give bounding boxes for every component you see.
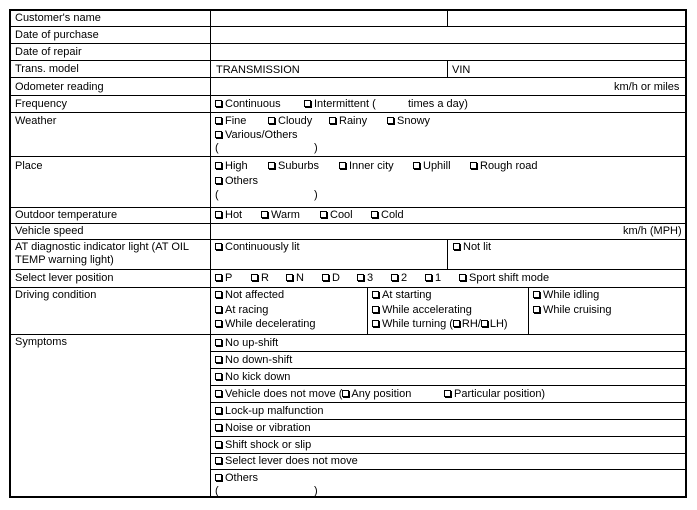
driving-at-racing-option[interactable]: At racing	[215, 304, 268, 317]
checkbox-icon	[391, 274, 398, 281]
row-divider	[11, 77, 685, 78]
symptom-divider	[210, 469, 685, 470]
row-divider	[11, 112, 685, 113]
label-at-indicator-line2: TEMP warning light)	[15, 254, 114, 266]
place-uphill-option[interactable]: Uphill	[413, 160, 451, 173]
vin-divider	[447, 60, 448, 77]
place-rough-road-option[interactable]: Rough road	[470, 160, 538, 173]
symptom-particular-position-option[interactable]: Particular position)	[444, 388, 545, 401]
checkbox-icon	[251, 274, 258, 281]
driving-divider-2	[528, 287, 529, 334]
checkbox-icon	[304, 100, 311, 107]
vehicle-speed-unit: km/h (MPH)	[623, 225, 682, 237]
weather-fine-option[interactable]: Fine	[215, 115, 246, 128]
checkbox-icon	[387, 117, 394, 124]
indicator-continuously-lit-option[interactable]: Continuously lit	[215, 241, 300, 254]
symptom-others-paren-open: (	[215, 485, 219, 497]
checkbox-icon	[444, 390, 451, 397]
label-date-of-repair: Date of repair	[15, 46, 82, 58]
checkbox-icon	[268, 117, 275, 124]
lever-1-option[interactable]: 1	[425, 272, 441, 285]
name-divider	[447, 11, 448, 26]
label-select-lever: Select lever position	[15, 272, 114, 284]
checkbox-icon	[459, 274, 466, 281]
driving-while-idling-option[interactable]: While idling	[533, 289, 599, 302]
driving-while-turning-option[interactable]: While turning ( RH/ LH)	[372, 318, 508, 331]
label-outdoor-temperature: Outdoor temperature	[15, 209, 118, 221]
indicator-divider	[447, 239, 448, 269]
symptom-others-paren-close: )	[314, 485, 318, 497]
lever-3-option[interactable]: 3	[357, 272, 373, 285]
label-vehicle-speed: Vehicle speed	[15, 225, 84, 237]
checkbox-icon	[453, 243, 460, 250]
label-driving-condition: Driving condition	[15, 289, 97, 301]
symptom-noise-option[interactable]: Noise or vibration	[215, 422, 311, 435]
checkbox-icon	[371, 211, 378, 218]
checkbox-icon	[339, 162, 346, 169]
diagnostic-worksheet	[9, 9, 687, 498]
row-divider	[11, 95, 685, 96]
row-divider	[11, 207, 685, 208]
checkbox-icon	[215, 474, 222, 481]
lever-n-option[interactable]: N	[286, 272, 304, 285]
checkbox-icon	[470, 162, 477, 169]
symptom-divider	[210, 419, 685, 420]
checkbox-icon[interactable]	[453, 320, 460, 327]
checkbox-icon	[215, 131, 222, 138]
checkbox-icon	[215, 390, 222, 397]
odometer-unit: km/h or miles	[614, 81, 680, 93]
checkbox-icon	[215, 162, 222, 169]
label-weather: Weather	[15, 115, 57, 127]
temperature-cold-option[interactable]: Cold	[371, 209, 404, 222]
temperature-hot-option[interactable]: Hot	[215, 209, 242, 222]
lh-label: LH)	[489, 318, 508, 330]
rh-label: RH/	[461, 318, 481, 330]
symptom-others-option[interactable]: Others	[215, 472, 258, 485]
checkbox-icon	[215, 373, 222, 380]
symptom-divider	[210, 385, 685, 386]
symptom-no-downshift-option[interactable]: No down-shift	[215, 354, 292, 367]
checkbox-icon	[533, 306, 540, 313]
symptom-divider	[210, 436, 685, 437]
weather-others-paren-close: )	[314, 142, 318, 154]
label-customer-name: Customer's name	[15, 12, 101, 24]
lever-d-option[interactable]: D	[322, 272, 340, 285]
checkbox-icon	[286, 274, 293, 281]
weather-various-option[interactable]: Various/Others	[215, 129, 298, 142]
row-divider	[11, 239, 685, 240]
label-place: Place	[15, 160, 43, 172]
checkbox-icon	[215, 243, 222, 250]
checkbox-icon	[215, 117, 222, 124]
label-date-of-purchase: Date of purchase	[15, 29, 99, 41]
checkbox-icon	[320, 211, 327, 218]
customer-name-extra-field[interactable]	[449, 11, 685, 26]
checkbox-icon	[215, 211, 222, 218]
label-at-indicator-line1: AT diagnostic indicator light (AT OIL	[15, 241, 190, 253]
symptom-no-upshift-option[interactable]: No up-shift	[215, 337, 278, 350]
checkbox-icon	[215, 424, 222, 431]
place-inner-city-option[interactable]: Inner city	[339, 160, 394, 173]
checkbox-icon	[372, 291, 379, 298]
lever-2-option[interactable]: 2	[391, 272, 407, 285]
vin-label: VIN	[452, 64, 471, 76]
checkbox-icon	[215, 320, 222, 327]
checkbox-icon	[533, 291, 540, 298]
checkbox-icon	[261, 211, 268, 218]
checkbox-icon	[372, 306, 379, 313]
label-trans-model: Trans. model	[15, 63, 79, 75]
row-divider	[11, 156, 685, 157]
symptom-vehicle-not-move-option[interactable]: Vehicle does not move ( Any position	[215, 388, 411, 401]
label-column-divider	[210, 11, 211, 496]
row-divider	[11, 334, 685, 335]
symptom-divider	[210, 453, 685, 454]
row-divider	[11, 60, 685, 61]
symptom-shift-shock-option[interactable]: Shift shock or slip	[215, 439, 311, 452]
checkbox-icon	[215, 407, 222, 414]
frequency-continuous-option[interactable]: Continuous	[215, 98, 281, 111]
symptom-divider	[210, 402, 685, 403]
place-high-option[interactable]: High	[215, 160, 248, 173]
checkbox-icon	[215, 291, 222, 298]
place-others-paren-open: (	[215, 189, 219, 201]
temperature-cool-option[interactable]: Cool	[320, 209, 353, 222]
place-others-paren-close: )	[314, 189, 318, 201]
row-divider	[11, 223, 685, 224]
lever-sport-shift-option[interactable]: Sport shift mode	[459, 272, 549, 285]
checkbox-icon	[215, 339, 222, 346]
checkbox-icon	[215, 274, 222, 281]
lever-r-option[interactable]: R	[251, 272, 269, 285]
driving-while-decelerating-option[interactable]: While decelerating	[215, 318, 316, 331]
driving-divider-1	[367, 287, 368, 334]
symptom-divider	[210, 368, 685, 369]
place-suburbs-option[interactable]: Suburbs	[268, 160, 319, 173]
transmission-label: TRANSMISSION	[216, 64, 300, 76]
frequency-times-a-day: times a day)	[408, 98, 468, 110]
checkbox-icon	[215, 457, 222, 464]
frequency-intermittent-option[interactable]: Intermittent (	[304, 98, 376, 111]
place-others-option[interactable]: Others	[215, 175, 258, 188]
driving-not-affected-option[interactable]: Not affected	[215, 289, 284, 302]
weather-cloudy-option[interactable]: Cloudy	[268, 115, 312, 128]
row-divider	[11, 269, 685, 270]
lever-p-option[interactable]: P	[215, 272, 232, 285]
symptom-no-kickdown-option[interactable]: No kick down	[215, 371, 290, 384]
driving-while-cruising-option[interactable]: While cruising	[533, 304, 611, 317]
symptom-lockup-option[interactable]: Lock-up malfunction	[215, 405, 323, 418]
checkbox-icon	[215, 100, 222, 107]
checkbox-icon	[215, 441, 222, 448]
driving-while-accelerating-option[interactable]: While accelerating	[372, 304, 472, 317]
weather-others-paren-open: (	[215, 142, 219, 154]
customer-name-field[interactable]	[213, 11, 446, 26]
checkbox-icon	[413, 162, 420, 169]
temperature-warm-option[interactable]: Warm	[261, 209, 300, 222]
checkbox-icon	[215, 356, 222, 363]
checkbox-icon	[372, 320, 379, 327]
indicator-not-lit-option[interactable]: Not lit	[453, 241, 491, 254]
checkbox-icon[interactable]	[342, 390, 349, 397]
date-of-repair-field[interactable]	[213, 44, 683, 60]
checkbox-icon	[322, 274, 329, 281]
weather-snowy-option[interactable]: Snowy	[387, 115, 430, 128]
symptom-divider	[210, 351, 685, 352]
date-of-purchase-field[interactable]	[213, 27, 683, 43]
checkbox-icon	[357, 274, 364, 281]
checkbox-icon[interactable]	[481, 320, 488, 327]
checkbox-icon	[215, 306, 222, 313]
driving-at-starting-option[interactable]: At starting	[372, 289, 432, 302]
weather-rainy-option[interactable]: Rainy	[329, 115, 367, 128]
checkbox-icon	[215, 177, 222, 184]
symptom-lever-not-move-option[interactable]: Select lever does not move	[215, 455, 358, 468]
checkbox-icon	[268, 162, 275, 169]
label-odometer: Odometer reading	[15, 81, 104, 93]
label-frequency: Frequency	[15, 98, 67, 110]
checkbox-icon	[425, 274, 432, 281]
label-symptoms: Symptoms	[15, 336, 67, 348]
any-position-label: Any position	[351, 388, 412, 400]
row-divider	[11, 287, 685, 288]
checkbox-icon	[329, 117, 336, 124]
